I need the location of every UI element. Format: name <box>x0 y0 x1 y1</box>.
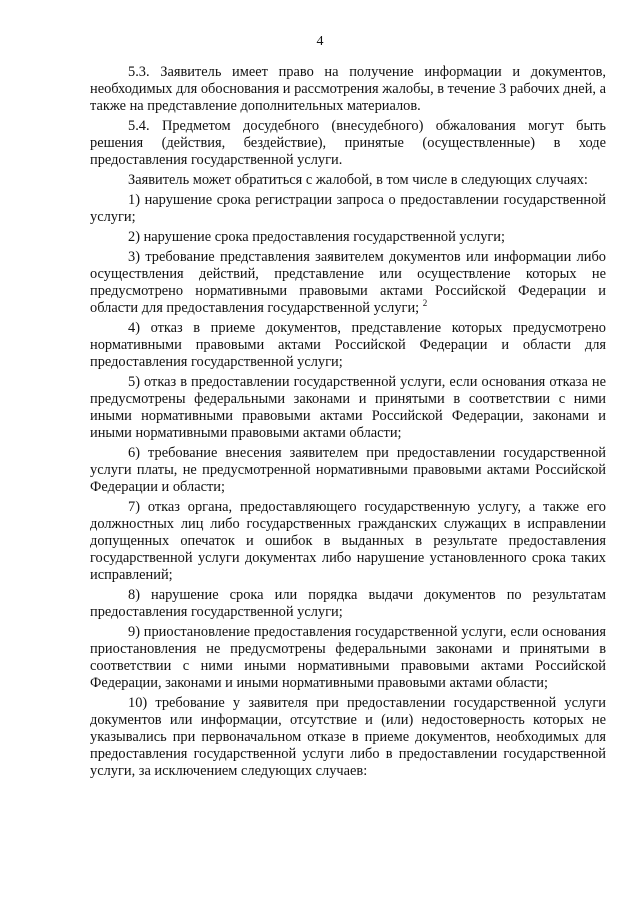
list-item-3-text: 3) требование представления заявителем документов или информации либо осуществления действий, представление или осуществление которых не предусмотрено нормативными правовыми актами Российской Федерации и области для предоставления государственной услуги; <box>90 249 606 316</box>
list-item-10: 10) требование у заявителя при предоставлении государственной услуги документов или информации, отсутствие и (или) недостоверность которых не указывались при первоначальном отказе в приеме документов, необходимых для предоставления государственной услуги либо в предоставлении государственной услуги, за исключением следующих случаев: <box>90 695 606 779</box>
list-item-3 <box>90 249 606 317</box>
document-body <box>90 64 606 783</box>
list-item-1: 1) нарушение срока регистрации запроса о предоставлении государственной услуги; <box>90 192 606 225</box>
list-item-6: 6) требование внесения заявителем при предоставлении государственной услуги платы, не предусмотренной нормативными правовыми актами Российской Федерации и области; <box>90 445 606 495</box>
list-item-2: 2) нарушение срока предоставления государственной услуги; <box>128 229 505 245</box>
list-item-8: 8) нарушение срока или порядка выдачи документов по результатам предоставления государственной услуги; <box>90 587 606 620</box>
footnote-marker: 2 <box>422 298 428 309</box>
list-item-7: 7) отказ органа, предоставляющего государственную услугу, а также его должностных лиц либо государственных гражданских служащих в исправлении допущенных опечаток и ошибок в выданных в результате предоставления государственной услуги документах либо нарушение установленного срока таких исправлений; <box>90 499 606 583</box>
paragraph-5-3: 5.3. Заявитель имеет право на получение информации и документов, необходимых для обоснования и рассмотрения жалобы, в течение 3 рабочих дней, а также на представление дополнительных материалов. <box>90 64 606 114</box>
list-item-4: 4) отказ в приеме документов, представление которых предусмотрено нормативными правовыми актами Российской Федерации и области для предоставления государственной услуги; <box>90 320 606 370</box>
list-item-5: 5) отказ в предоставлении государственной услуги, если основания отказа не предусмотрены федеральными законами и принятыми в соответствии с ними иными нормативными правовыми актами Российской Федерации, законами и иными нормативными правовыми актами области; <box>90 374 606 441</box>
paragraph-5-4: 5.4. Предметом досудебного (внесудебного) обжалования могут быть решения (действия, бездействие), принятые (осуществленные) в ходе предоставления государственной услуги. <box>90 118 606 168</box>
list-item-9: 9) приостановление предоставления государственной услуги, если основания приостановления не предусмотрены федеральными законами и принятыми в соответствии с ними иными нормативными правовыми актами Российской Федерации, законами и иными нормативными правовыми актами области; <box>90 624 606 691</box>
paragraph-complaint-intro: Заявитель может обратиться с жалобой, в том числе в следующих случаях: <box>128 172 588 188</box>
page-number: 4 <box>316 34 324 49</box>
